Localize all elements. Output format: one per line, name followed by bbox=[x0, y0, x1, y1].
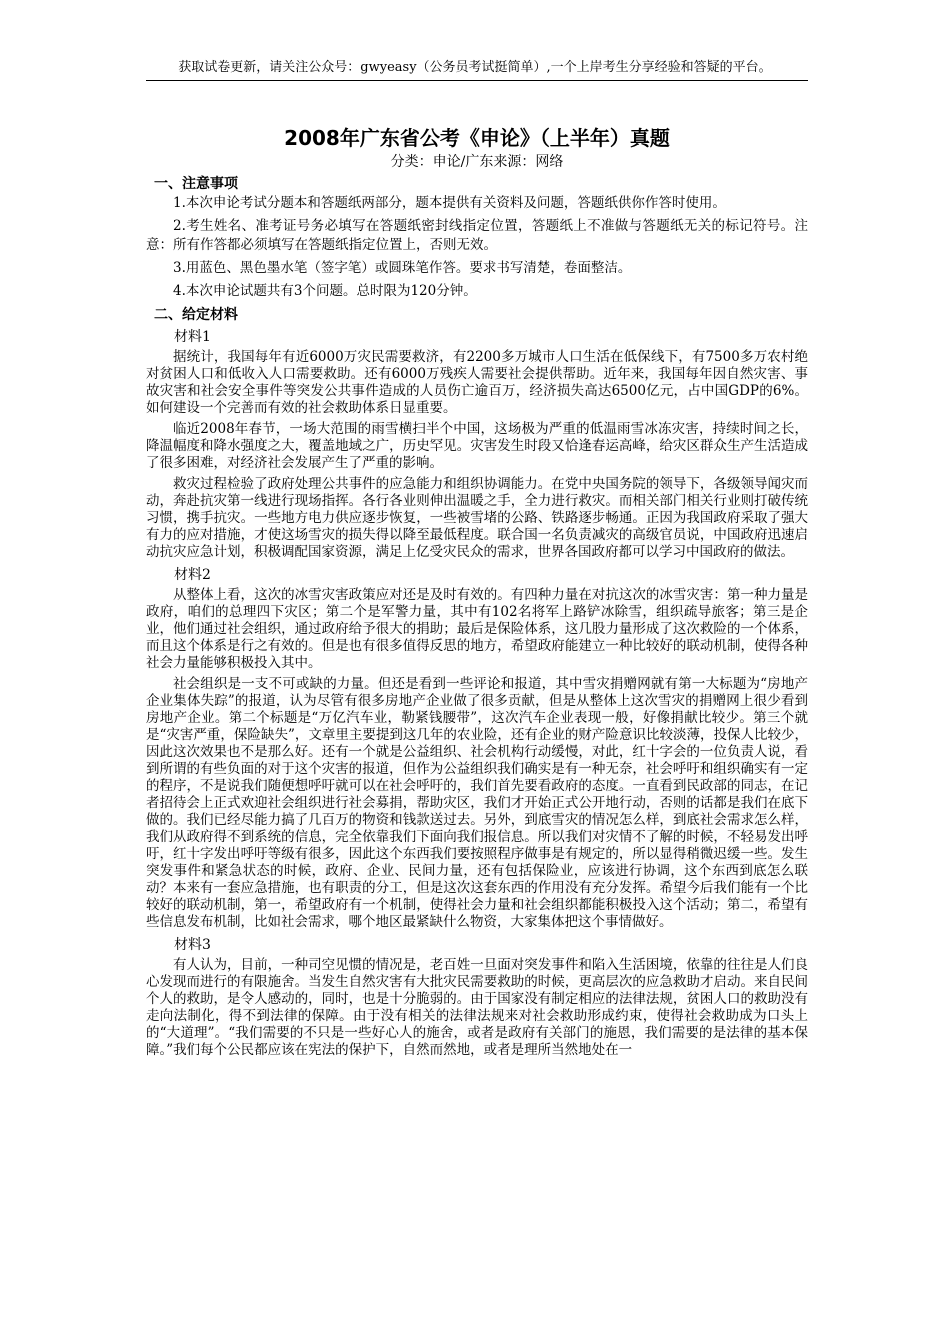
material-label: 材料2 bbox=[174, 567, 211, 583]
document-meta: 分类：申论/广东来源：网络 bbox=[390, 154, 564, 170]
material-paragraph: 临近2008年春节，一场大范围的雨雪横扫半个中国，这场极为严重的低温雨雪冰冻灾害，持续时间之长，降温幅度和降水强度之大，覆盖地域之广，历史罕见。灾害发生时段又恰逢春运高峰，给灾区群众生产生活造成了很多困难，对经济社会发展产生了严重的影响。 bbox=[146, 421, 808, 471]
document-title: 2008年广东省公考《申论》（上半年）真题 bbox=[284, 126, 670, 150]
material-paragraph: 据统计，我国每年有近6000万灾民需要救济，有2200多万城市人口生活在低保线下，有7500多万农村绝对贫困人口和低收入人口需要救助。还有6000万残疾人需要社会提供帮助。近年来，我国每年因自然灾害、事故灾害和社会安全事件等突发公共事件造成的人员伤亡逾百万，经济损失高达6500亿元，占中国GDP的6%。如何建设一个完善而有效的社会救助体系日显重要。 bbox=[146, 349, 808, 416]
section-heading-materials: 二、给定材料 bbox=[154, 307, 238, 323]
material-paragraph: 救灾过程检验了政府处理公共事件的应急能力和组织协调能力。在党中央国务院的领导下，各级领导闻灾而动，奔赴抗灾第一线进行现场指挥。各行各业则伸出温暖之手，全力进行救灾。而相关部门相关行业则打破传统习惯，携手抗灾。一些地方电力供应逐步恢复，一些被雪堵的公路、铁路逐步畅通。正因为我国政府采取了强大有力的应对措施，才使这场雪灾的损失得以降至最低程度。联合国一名负责减灾的高级官员说，中国政府迅速启动抗灾应急计划，积极调配国家资源，满足上亿受灾民众的需求，世界各国政府都可以学习中国政府的做法。 bbox=[146, 476, 808, 560]
material-label: 材料3 bbox=[174, 937, 211, 953]
note-item: 2.考生姓名、准考证号务必填写在答题纸密封线指定位置，答题纸上不准做与答题纸无关的标记符号。注意：所有作答都必须填写在答题纸指定位置上，否则无效。 bbox=[146, 218, 808, 253]
material-paragraph: 从整体上看，这次的冰雪灾害政策应对还是及时有效的。有四种力量在对抗这次的冰雪灾害：第一种力量是政府，咱们的总理四下灾区；第二个是军警力量，其中有102名将军上路铲冰除雪，组织疏导旅客；第三是企业，他们通过社会组织，通过政府给予很大的捐助；最后是保险体系，这几股力量形成了这次救险的一个体系，而且这个体系是行之有效的。但是也有很多值得反思的地方，希望政府能建立一种比较好的联动机制，使得各种社会力量能够积极投入其中。 bbox=[146, 587, 808, 671]
note-item: 3.用蓝色、黑色墨水笔（签字笔）或圆珠笔作答。要求书写清楚，卷面整洁。 bbox=[173, 260, 632, 276]
material-paragraph: 社会组织是一支不可或缺的力量。但还是看到一些评论和报道，其中雪灾捐赠网就有第一大标题为“房地产企业集体失踪”的报道，认为尽管有很多房地产企业做了很多贡献，但是从整体上这次雪灾的捐赠网上很少看到房地产企业。第二个标题是“万亿汽车业，勒紧钱腰带”，这次汽车企业表现一般，好像捐献比较少。第三个就是“灾害严重，保险缺失”，文章里主要提到这几年的农业险，还有企业的财产险意识比较淡薄，投保人比较少，因此这次效果也不是那么好。还有一个就是公益组织、社会机构行动缓慢，对此，红十字会的一位负责人说，看到所谓的有些负面的对于这个灾害的报道，但作为公益组织我们确实是有一种无奈，社会呼吁和组织确实有一定的程序，不是说我们随便想呼吁就可以在社会呼吁的，我们首先要看政府的态度。一直看到民政部的同志，在记者招待会上正式欢迎社会组织进行社会募捐，帮助灾区，我们才开始正式公开地行动，否则的话都是我们在底下做的。我们已经尽能力搞了几百万的物资和钱款送过去。另外，到底雪灾的情况怎么样，到底社会需求怎么样，我们从政府得不到系统的信息，完全依靠我们下面向我们报信息。所以我们对灾情不了解的时候，不轻易发出呼吁，红十字发出呼吁等级有很多，因此这个东西我们要按照程序做事是有规定的，所以显得稍微迟缓一些。发生突发事件和紧急状态的时候，政府、企业、民间力量，还有包括保险业，应该进行协调，这个东西到底怎么联动？本来有一套应急措施，也有职责的分工，但是这次这套东西的作用没有充分发挥。希望今后我们能有一个比较好的联动机制，第一，希望政府有一个机制，使得社会力量和社会组织都能积极投入这个活动；第二，希望有些信息发布机制，比如社会需求，哪个地区最紧缺什么物资，大家集体把这个事情做好。 bbox=[146, 676, 808, 930]
document-body bbox=[146, 124, 808, 1063]
note-item: 1.本次申论考试分题本和答题纸两部分，题本提供有关资料及问题，答题纸供你作答时使用。 bbox=[173, 195, 726, 211]
material-label: 材料1 bbox=[174, 329, 211, 345]
header-divider bbox=[146, 80, 808, 81]
material-paragraph: 有人认为，目前，一种司空见惯的情况是，老百姓一旦面对突发事件和陷入生活困境，依靠的往往是人们良心发现而进行的有限施舍。当发生自然灾害有大批灾民需要救助的时候，更高层次的应急救助才启动。来自民间个人的救助，是令人感动的，同时，也是十分脆弱的。由于国家没有制定相应的法律法规，贫困人口的救助没有走向法制化，得不到法律的保障。由于没有相关的法律法规来对社会救助形成约束，使得社会救助成为口头上的“大道理”。“我们需要的不只是一些好心人的施舍，或者是政府有关部门的施恩，我们需要的是法律的基本保障。”我们每个公民都应该在宪法的保护下，自然而然地，或者是理所当然地处在一 bbox=[146, 957, 808, 1058]
header-note: 获取试卷更新，请关注公众号：gwyeasy（公务员考试挺简单）,一个上岸考生分享经验和答疑的平台。 bbox=[178, 60, 772, 75]
note-item: 4.本次申论试题共有3个问题。总时限为120分钟。 bbox=[173, 283, 477, 299]
section-heading-notes: 一、注意事项 bbox=[154, 176, 238, 192]
